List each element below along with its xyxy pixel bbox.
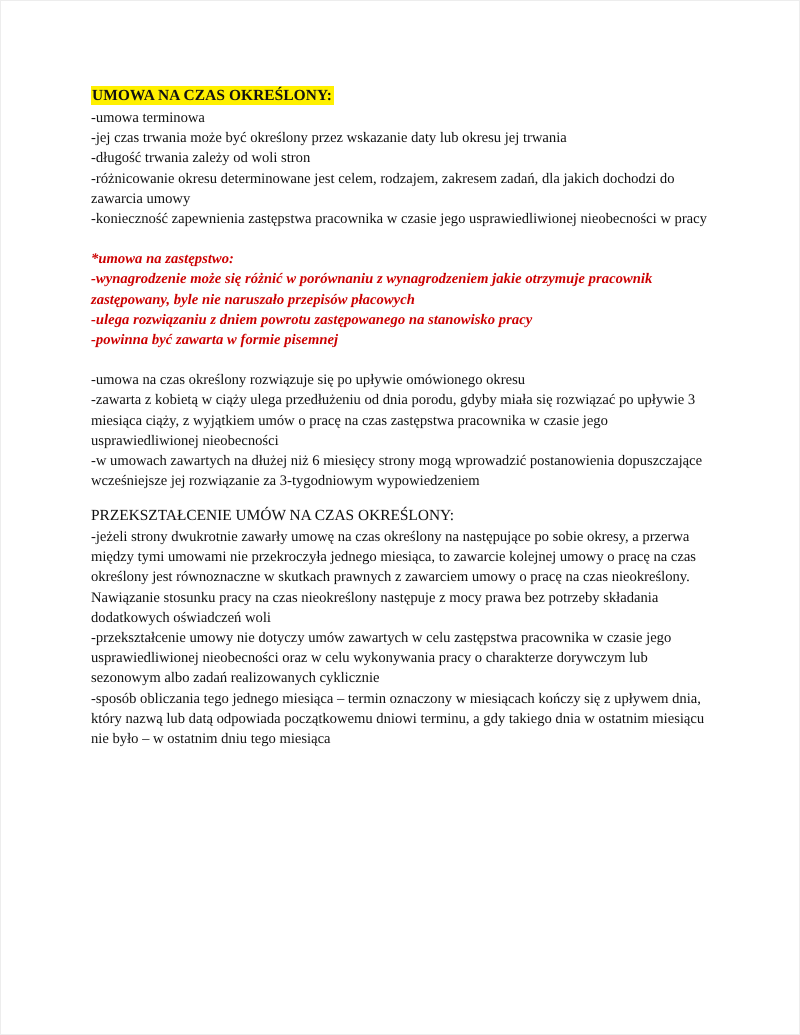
page-title-highlight: UMOWA NA CZAS OKREŚLONY: [92,87,332,104]
list-item: -w umowach zawartych na dłużej niż 6 miesięcy strony mogą wprowadzić postanowienia dopuszczające wcześniejsze jej rozwiązanie za 3-tygodniowym wypowiedzeniem [91,453,703,490]
list-item: -długość trwania zależy od woli stron [91,150,311,167]
list-item: -przekształcenie umowy nie dotyczy umów zawartych w celu zastępstwa pracownika w czasie jego usprawiedliwionej nieobecności oraz w celu wykonywania pracy o charakterze dorywczym lub sezonowym albo zadań realizowanych cyklicznie [91,629,672,687]
list-item: -jeżeli strony dwukrotnie zawarły umowę na czas określony na następujące po sobie okresy, a przerwa między tymi umowami nie przekroczyła jednego miesiąca, to zawarcie kolejnej umowy o pracę na czas określony jest równoznaczne w skutkach prawnych z zawarciem umowy o pracę na czas nieokreślony. Nawiązanie stosunku pracy na czas nieokreślony następuje z mocy prawa bez potrzeby składania dodatkowych oświadczeń woli [91,528,696,626]
document-body [91,85,719,749]
page-title [91,85,719,106]
red-note-block [91,249,719,350]
red-note-item: -powinna być zawarta w formie pisemnej [91,332,339,349]
intro-list [91,108,719,229]
list-item: -zawarta z kobietą w ciąży ulega przedłużeniu od dnia porodu, gdyby miała się rozwiązać po upływie 3 miesiąca ciąży, z wyjątkiem umów o pracę na czas zastępstwa pracownika w czasie jego usprawiedliwionej nieobecności [91,392,696,449]
section-heading-transformation: PRZEKSZTAŁCENIE UMÓW NA CZAS OKREŚLONY: [91,507,455,525]
red-note-item: -wynagrodzenie może się różnić w porównaniu z wynagrodzeniem jakie otrzymuje pracownik zastępowany, byle nie naruszało przepisów płacowych [91,271,653,308]
list-item: -różnicowanie okresu determinowane jest celem, rodzajem, zakresem zadań, dla jakich dochodzi do zawarcia umowy [91,170,675,207]
list-item: -sposób obliczania tego jednego miesiąca – termin oznaczony w miesiącach kończy się z upływem dnia, który nazwą lub datą odpowiada początkowemu dniowi terminu, a gdy takiego dnia w ostatnim miesiącu nie było – w ostatnim dniu tego miesiąca [91,690,705,747]
list-item: -umowa na czas określony rozwiązuje się po upływie omówionego okresu [91,372,526,389]
red-note-item: -ulega rozwiązaniu z dniem powrotu zastępowanego na stanowisko pracy [91,311,533,328]
paragraph-spacer [91,229,719,249]
list-item: -jej czas trwania może być określony przez wskazanie daty lub okresu jej trwania [91,130,567,147]
list-item: -konieczność zapewnienia zastępstwa pracownika w czasie jego usprawiedliwionej nieobecności w pracy [91,211,707,228]
red-note-heading: *umowa na zastępstwo: [91,251,234,268]
list-item: -umowa terminowa [91,110,205,126]
paragraph-spacer [91,350,719,370]
paragraph-spacer [91,491,719,505]
section-two-list [91,527,719,749]
second-list [91,370,719,491]
